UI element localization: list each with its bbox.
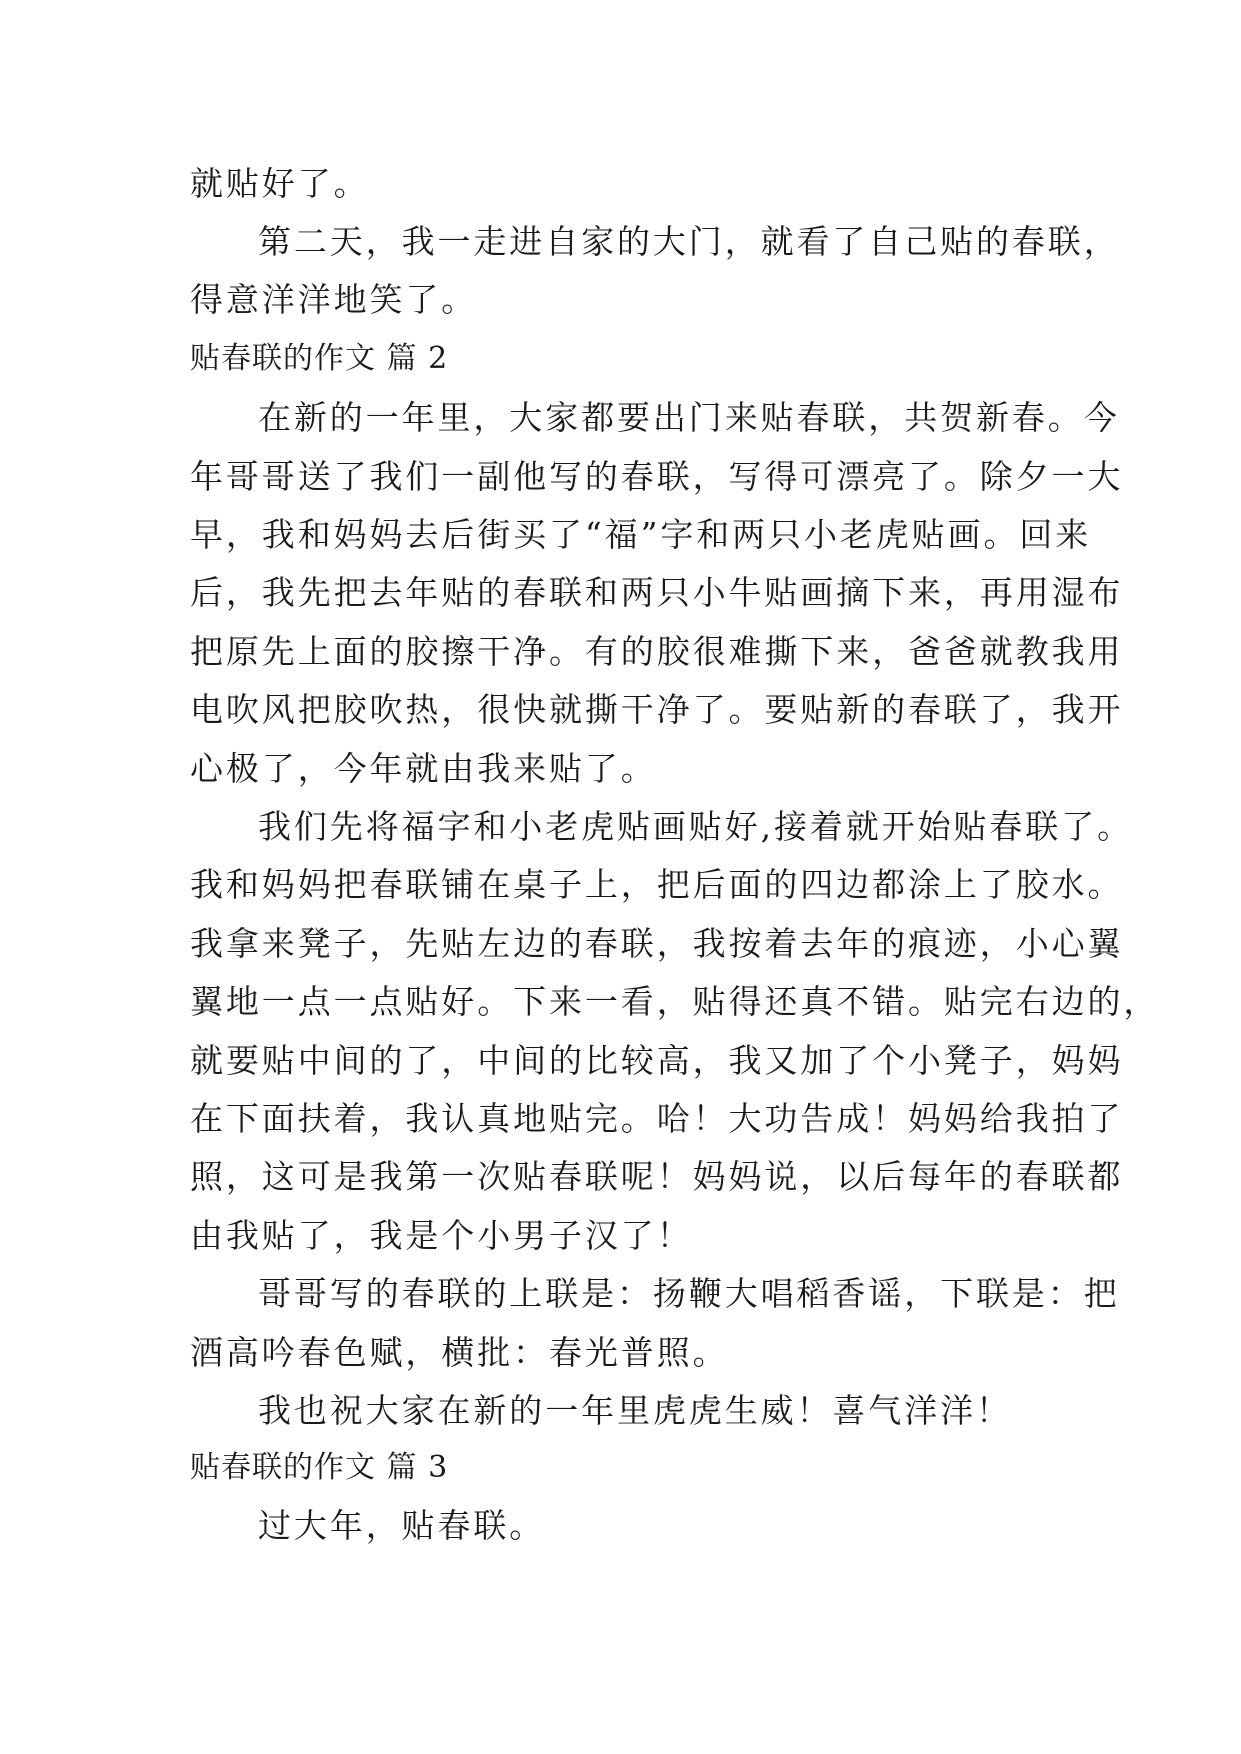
text-line: 早，我和妈妈去后街买了“福”字和两只小老虎贴画。回来 [190,515,1092,554]
text-line: 心极了，今年就由我来贴了。 [190,749,657,788]
section-heading: 贴春联的作文 篇 3 [190,1450,449,1485]
text-line: 由我贴了，我是个小男子汉了！ [190,1216,693,1255]
text-line: 得意洋洋地笑了。 [190,280,478,319]
text-line: 酒高吟春色赋，横批：春光普照。 [190,1333,729,1372]
section-heading: 贴春联的作文 篇 2 [190,341,449,376]
text-line: 我们先将福字和小老虎贴画贴好,接着就开始贴春联了。 [258,807,1133,846]
text-line: 年哥哥送了我们一副他写的春联，写得可漂亮了。除夕一大 [190,457,1124,496]
text-line: 我也祝大家在新的一年里虎虎生威！喜气洋洋！ [258,1391,1012,1430]
text-line: 在下面扶着，我认真地贴完。哈！大功告成！妈妈给我拍了 [190,1099,1124,1138]
text-line: 我拿来凳子，先贴左边的春联，我按着去年的痕迹，小心翼 [190,924,1124,963]
text-line: 照，这可是我第一次贴春联呢！妈妈说，以后每年的春联都 [190,1157,1124,1196]
text-line: 翼地一点一点贴好。下来一看，贴得还真不错。贴完右边的， [190,982,1160,1021]
text-line: 就贴好了。 [190,164,370,203]
text-line: 把原先上面的胶擦干净。有的胶很难撕下来，爸爸就教我用 [190,632,1124,671]
text-line: 第二天，我一走进自家的大门，就看了自己贴的春联， [258,222,1120,261]
text-line: 哥哥写的春联的上联是：扬鞭大唱稻香谣，下联是：把 [258,1274,1120,1313]
text-line: 电吹风把胶吹热，很快就撕干净了。要贴新的春联了，我开 [190,690,1124,729]
text-line: 后，我先把去年贴的春联和两只小牛贴画摘下来，再用湿布 [190,573,1124,612]
text-line: 我和妈妈把春联铺在桌子上，把后面的四边都涂上了胶水。 [190,865,1124,904]
text-line: 过大年，贴春联。 [258,1506,546,1545]
text-line: 在新的一年里，大家都要出门来贴春联，共贺新春。今 [258,398,1120,437]
text-line: 就要贴中间的了，中间的比较高，我又加了个小凳子，妈妈 [190,1041,1124,1080]
